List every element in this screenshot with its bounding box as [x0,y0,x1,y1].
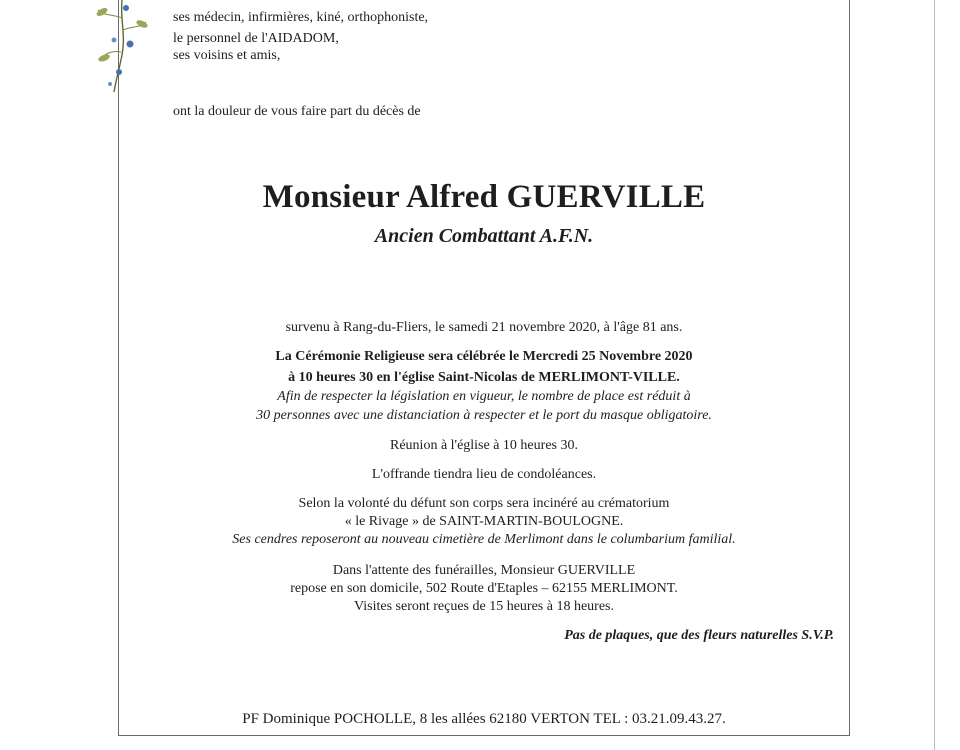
ceremony-note-1: Afin de respecter la législation en vigueur, le nombre de place est réduit à [277,389,691,404]
deceased-title: Ancien Combattant A.F.N. [374,225,594,247]
visitation-line-1: Dans l'attente des funérailles, Monsieur GUERVILLE [332,563,636,578]
deceased-name: Monsieur Alfred GUERVILLE [262,179,706,215]
funeral-home-footer: PF Dominique POCHOLLE, 8 les allées 62180 VERTON TEL : 03.21.09.43.27. [242,711,726,727]
visitation-line-3: Visites seront reçues de 15 heures à 18 heures. [353,599,615,614]
floral-decoration-icon [92,0,152,95]
ceremony-line-1: La Cérémonie Religieuse sera célébrée le Mercredi 25 Novembre 2020 [275,349,693,364]
death-line: survenu à Rang-du-Fliers, le samedi 21 novembre 2020, à l'âge 81 ans. [285,320,683,335]
ceremony-line-2: à 10 heures 30 en l'église Saint-Nicolas de MERLIMONT-VILLE. [288,370,680,385]
ceremony-note-2: 30 personnes avec une distanciation à respecter et le port du masque obligatoire. [256,408,712,423]
cremation-line-2: « le Rivage » de SAINT-MARTIN-BOULOGNE. [344,514,624,529]
meeting-text: Réunion à l'église à 10 heures 30. [390,438,578,453]
cremation-line-3: Ses cendres reposeront au nouveau cimetière de Merlimont dans le columbarium familial. [232,532,736,547]
header-line-1: ses médecin, infirmières, kiné, orthophoniste, [173,10,429,25]
cremation-line-1: Selon la volonté du défunt son corps sera incinéré au crématorium [298,496,670,511]
announcement-text: ont la douleur de vous faire part du décès de [173,104,421,119]
header-line-3: ses voisins et amis, [173,48,281,63]
flowers-note: Pas de plaques, que des fleurs naturelles S.V.P. [564,628,834,643]
scan-edge-line [934,0,935,750]
visitation-line-2: repose en son domicile, 502 Route d'Etaples – 62155 MERLIMONT. [290,581,678,596]
offering-text: L'offrande tiendra lieu de condoléances. [371,467,597,482]
header-line-2: le personnel de l'AIDADOM, [173,31,339,46]
